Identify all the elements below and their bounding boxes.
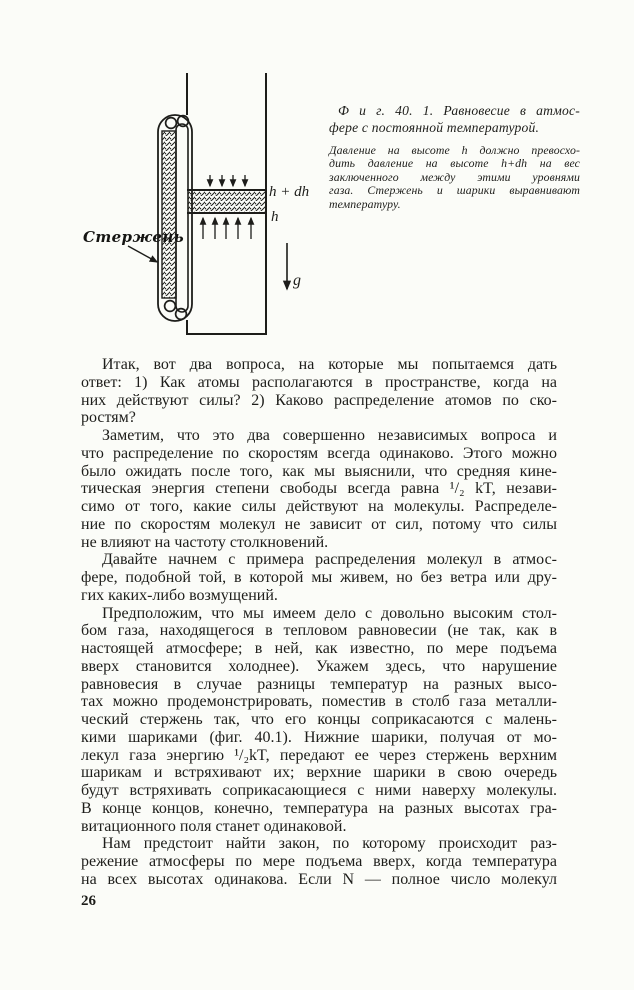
text-line: Давайте начнем с примера распределения молекул в атмос-	[102, 551, 557, 569]
pressure-up-arrows	[203, 218, 251, 239]
paragraph	[81, 605, 557, 836]
text-line: бом газа, находящегося в тепловом равновесии (не так, как в	[81, 622, 557, 640]
text-line: газа. Стержень и шарики выравнивают	[329, 183, 580, 198]
page-number: 26	[81, 893, 96, 909]
figure-caption	[329, 102, 580, 211]
text-line: Ф и г. 40. 1. Равновесие в атмос-	[338, 103, 580, 118]
text-line: Давление на высоте h должно превосхо-	[329, 143, 580, 157]
text-line: симо от того, какие силы действуют на молекулы. Распределе-	[81, 498, 557, 515]
text-line: фере, подобной той, в которой мы живем, но без ветра или дру-	[81, 569, 557, 586]
text-line: Нам предстоит найти закон, по которому происходит раз-	[102, 835, 557, 853]
rod-assembly	[158, 115, 192, 321]
text-line: вверх становится холоднее). Укажем здесь, что нарушение	[81, 657, 557, 675]
text-line: В конце концов, конечно, температура на разных высотах гра-	[81, 799, 557, 817]
upper-level-label: h + dh	[269, 184, 310, 200]
rod-leader-arrow	[128, 246, 157, 262]
gas-slab	[187, 190, 266, 213]
text-line: гих каких-либо возмущений.	[81, 586, 278, 604]
text-line: ческий стержень так, что его концы соприкасаются с малень-	[81, 711, 557, 728]
text-line: на всех высотах одинакова. Если N — полное число молекул	[81, 870, 557, 888]
text-line: равновесия в случае разницы температур на разных высо-	[81, 675, 557, 693]
text-line: что распределение по скоростям всегда одинаково. Этого можно	[81, 444, 557, 462]
pressure-down-arrows	[210, 175, 245, 186]
paragraph	[81, 427, 557, 551]
figure-caption-title	[329, 102, 580, 136]
text-line: было ожидать после того, как мы выяснили, что средняя кине-	[81, 462, 557, 480]
text-line: тах можно продемонстрировать, поместив в столб газа металли-	[81, 693, 557, 711]
text-line: заключенного между этими уровнями	[329, 169, 580, 184]
text-line: ростям?	[81, 409, 136, 427]
ball-bottom-left	[165, 301, 176, 312]
text-line: фере с постоянной температурой.	[329, 120, 540, 135]
paragraph	[81, 835, 557, 888]
text-line: настоящей атмосфере; в ней, как известно, по мере подъема	[81, 640, 557, 657]
rod-label: Стержень	[83, 228, 185, 246]
gas-column-diagram	[70, 66, 322, 352]
figure-caption-note	[329, 144, 580, 211]
text-line: Заметим, что это два совершенно независимых вопроса и	[102, 427, 557, 444]
ball-bottom-right	[176, 309, 187, 320]
text-line: Предположим, что мы имеем дело с довольно высоким стол-	[102, 604, 557, 622]
text-line: дить давление на высоте h+dh на вес	[329, 156, 580, 171]
text-line: витационного поля станет одинаковой.	[81, 817, 347, 835]
text-line: лекул газа энергию ¹/₂kT, передают ее через стержень верхним	[81, 746, 557, 764]
gravity-arrow	[287, 243, 301, 289]
gravity-label: g	[293, 272, 301, 289]
text-line: ние по скоростям молекул не зависит от сил, потому что силы	[81, 515, 557, 533]
text-line: режение атмосферы по мере подъема вверх, когда температура	[81, 853, 557, 870]
text-line: Итак, вот два вопроса, на которые мы попытаемся дать	[102, 356, 557, 373]
text-line: них действуют силы? 2) Каково распределение атомов по ско-	[81, 391, 557, 409]
lower-level-label: h	[271, 209, 279, 225]
text-line: температуру.	[329, 196, 401, 211]
ball-top-left	[166, 118, 177, 129]
text-line: ответ: 1) Как атомы располагаются в пространстве, когда на	[81, 373, 557, 391]
body-text	[81, 356, 557, 889]
text-line: не влияют на частоту столкновений.	[81, 533, 329, 551]
text-line: шарикам и встряхивают их; верхние шарики в свою очередь	[81, 764, 557, 782]
text-line: тическая энергия степени свободы всегда равна ¹/₂ kT, незави-	[81, 480, 557, 498]
paragraph	[81, 356, 557, 427]
text-line: кими шариками (фиг. 40.1). Нижние шарики, получая от мо-	[81, 728, 557, 746]
text-line: будут встряхивать соприкасающиеся с ними наверху молекулы.	[81, 782, 557, 799]
paragraph	[81, 551, 557, 604]
